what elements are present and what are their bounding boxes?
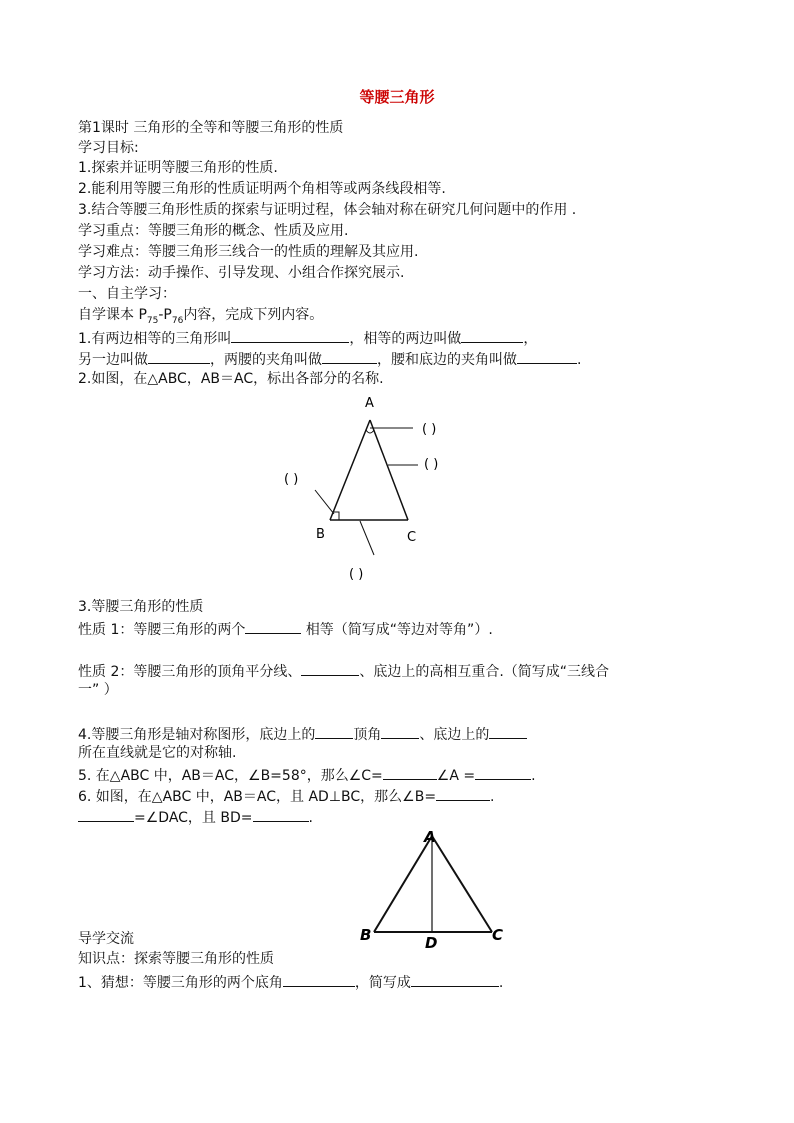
key-point: 学习重点：等腰三角形的概念、性质及应用. — [78, 223, 349, 239]
q6-text-b: . — [490, 789, 495, 805]
self-study-instruction — [78, 306, 323, 330]
blank-bd[interactable] — [253, 807, 309, 822]
self-study-text-c: 内容，完成下列内容。 — [183, 307, 324, 323]
g1-text-b: ，简写成 — [354, 975, 411, 991]
label-c-2: C — [492, 926, 504, 944]
side-ab-2 — [374, 836, 432, 932]
blank-base[interactable] — [148, 349, 210, 364]
q6-text-d: . — [308, 810, 313, 826]
blank-vertex-angle[interactable] — [322, 349, 377, 364]
q5-text-a: 5. 在△ABC 中，AB＝AC，∠B=58°，那么∠C= — [78, 768, 383, 784]
page-end: 76 — [171, 315, 184, 326]
q1-text-e: ，两腰的夹角叫做 — [210, 352, 322, 368]
question-4-line-2: 所在直线就是它的对称轴. — [78, 745, 237, 761]
question-5 — [78, 765, 536, 785]
label-c: C — [407, 530, 417, 545]
label-a: A — [365, 396, 374, 411]
q1-text-g: . — [577, 352, 582, 368]
label-b-2: B — [360, 926, 372, 944]
pointer-base — [360, 521, 374, 555]
blank-guess-angles[interactable] — [283, 972, 355, 987]
blank-angle-bad[interactable] — [78, 807, 134, 822]
side-ac-2 — [432, 836, 492, 932]
g1-text-a: 1、猜想：等腰三角形的两个底角 — [78, 975, 283, 991]
answer-paren-base[interactable]: ( ) — [349, 567, 364, 582]
answer-paren-vertex-angle[interactable]: ( ) — [422, 422, 437, 437]
blank-base-angle[interactable] — [517, 349, 577, 364]
q1-text-f: ，腰和底边的夹角叫做 — [377, 352, 517, 368]
study-method: 学习方法：动手操作、引导发现、小组合作探究展示. — [78, 265, 405, 281]
label-d-2: D — [425, 934, 438, 952]
blank-angle-b[interactable] — [436, 786, 490, 801]
q4-text-a: 4.等腰三角形是轴对称图形，底边上的 — [78, 727, 316, 743]
g1-text-c: . — [498, 975, 504, 991]
prop1-text-b: 相等（简写成“等边对等角”）. — [301, 622, 493, 638]
triangle-figure-1 — [270, 390, 490, 590]
answer-paren-base-angle[interactable]: ( ) — [284, 472, 299, 487]
objectives-heading: 学习目标: — [78, 140, 139, 156]
label-a-2: A — [424, 828, 436, 846]
blank-q4-1[interactable] — [315, 724, 353, 739]
blank-q4-2[interactable] — [381, 724, 419, 739]
objective-1: 1.探索并证明等腰三角形的性质. — [78, 160, 278, 176]
question-2: 2.如图，在△ABC，AB＝AC，标出各部分的名称. — [78, 371, 384, 387]
question-3-heading: 3.等腰三角形的性质 — [78, 599, 204, 615]
objective-3: 3.结合等腰三角形性质的探索与证明过程，体会轴对称在研究几何问题中的作用 . — [78, 202, 577, 218]
prop2-text-a: 性质 2：等腰三角形的顶角平分线、 — [78, 664, 302, 680]
self-study-text-a: 自学课本 P — [78, 307, 147, 323]
q5-text-c: . — [531, 768, 536, 784]
guide-heading: 导学交流 — [78, 931, 134, 947]
q1-text-b: ，相等的两边叫做 — [349, 331, 462, 347]
blank-q4-3[interactable] — [489, 724, 527, 739]
prop1-text-a: 性质 1：等腰三角形的两个 — [78, 622, 246, 638]
question-6-line-2 — [78, 807, 313, 827]
page-title: 等腰三角形 — [359, 88, 435, 106]
page-start: 75 — [146, 315, 159, 326]
prop2-text-b: 、底边上的高相互重合.（简写成“三线合 — [359, 664, 610, 680]
side-ab — [330, 420, 370, 520]
question-6-line-1 — [78, 786, 495, 806]
knowledge-point: 知识点：探索等腰三角形的性质 — [78, 951, 274, 967]
side-ac — [370, 420, 408, 520]
blank-short-form[interactable] — [411, 972, 499, 987]
question-1-line-1 — [78, 328, 537, 348]
guess-question — [78, 972, 503, 992]
q1-text-d: 另一边叫做 — [78, 352, 148, 368]
property-1 — [78, 619, 493, 639]
q1-text-c: ， — [523, 331, 538, 347]
q4-text-b: 顶角 — [353, 727, 382, 743]
blank-legs[interactable] — [461, 328, 523, 343]
triangle-figure-2 — [355, 822, 515, 952]
q4-text-c: 、底边上的 — [419, 727, 490, 743]
difficulty: 学习难点：等腰三角形三线合一的性质的理解及其应用. — [78, 244, 419, 260]
blank-angle-a[interactable] — [475, 765, 531, 780]
blank-median[interactable] — [301, 661, 359, 676]
pointer-base-angle — [315, 490, 334, 514]
blank-isosceles-triangle[interactable] — [231, 328, 349, 343]
label-b: B — [316, 527, 325, 542]
question-1-line-2 — [78, 349, 581, 369]
section-self-study: 一、自主学习： — [78, 286, 176, 302]
objective-2: 2.能利用等腰三角形的性质证明两个角相等或两条线段相等. — [78, 181, 446, 197]
property-2-line-1 — [78, 661, 609, 681]
vertex-angle-mark — [366, 430, 374, 433]
self-study-text-b: -P — [158, 307, 172, 323]
question-4-line-1 — [78, 724, 527, 744]
blank-angle-c[interactable] — [383, 765, 437, 780]
q1-text-a: 1.有两边相等的三角形叫 — [78, 331, 232, 347]
q6-text-a: 6. 如图，在△ABC 中，AB＝AC，且 AD⊥BC，那么∠B= — [78, 789, 437, 805]
q6-text-c: =∠DAC，且 BD= — [134, 810, 253, 826]
lesson-title: 第1课时 三角形的全等和等腰三角形的性质 — [78, 120, 344, 136]
q5-text-b: ∠A = — [436, 768, 476, 784]
blank-base-angles[interactable] — [245, 619, 301, 634]
property-2-line-2: 一” ） — [78, 682, 118, 698]
answer-paren-leg[interactable]: ( ) — [424, 457, 439, 472]
